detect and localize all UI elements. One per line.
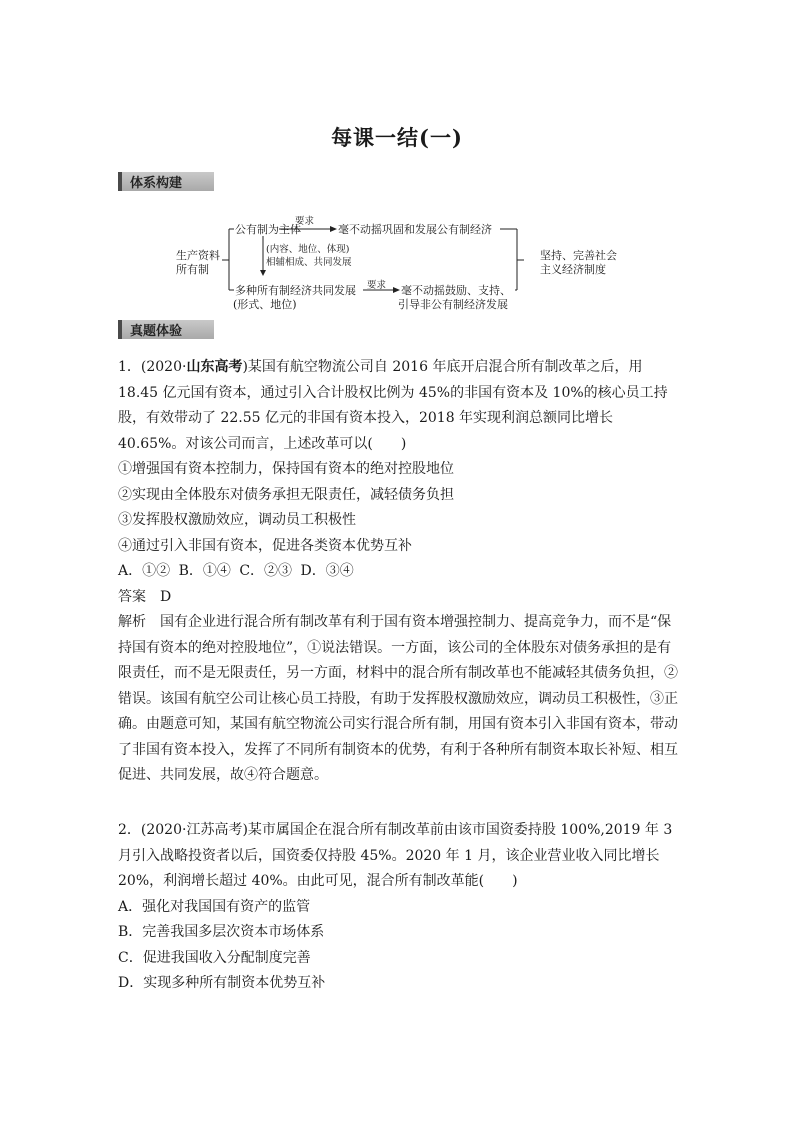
- question-2: [118, 818, 684, 997]
- option-a: A．强化对我国国有资产的监管: [118, 898, 311, 915]
- question-stem: 2．(2020·江苏高考)某市属国企在混合所有制改革前由该市国资委持股 100%,2019 年 3 月引入战略投资者以后，国资委仅持股 45%。2020 年 1 月，该企业营业收入同比增长 20%，利润增长超过 40%。由此可见，混合所有制改革能( ): [118, 822, 673, 889]
- analysis-paragraph: [118, 610, 684, 789]
- statement-item: ①增强国有资本控制力，保持国有资本的绝对控股地位: [118, 461, 454, 477]
- diagram-requirement-1: 要求: [295, 216, 315, 227]
- statement-item: ③发挥股权激励效应，调动员工积极性: [118, 512, 356, 528]
- question-1: [118, 355, 684, 789]
- diagram-multi: 多种所有制经济共同发展: [235, 284, 356, 297]
- section-marker: [118, 172, 122, 191]
- answer-label: 答案: [118, 588, 146, 605]
- section-marker: [118, 320, 122, 339]
- page-title: 每课一结(一): [331, 125, 463, 150]
- option-d: D．实现多种所有制资本优势互补: [118, 975, 326, 991]
- diagram-root-line1: 生产资料: [176, 249, 220, 262]
- diagram-multi-note: (形式、地位): [233, 298, 297, 311]
- analysis-label: 解析: [118, 614, 146, 630]
- option-c: C．促进我国收入分配制度完善: [118, 949, 311, 966]
- question-source: 山东高考: [186, 359, 243, 375]
- section-label: 体系构建: [130, 176, 183, 191]
- option-a: A．①②: [118, 563, 171, 579]
- section-header-practice: [118, 320, 214, 339]
- option-b: B．完善我国多层次资本市场体系: [118, 924, 325, 940]
- diagram-conclusion-1: 坚持、完善社会: [540, 249, 617, 262]
- diagram-nonpublic-1: 毫不动摇鼓励、支持、: [401, 284, 511, 297]
- diagram-middle-1: (内容、地位、体现): [266, 244, 350, 255]
- analysis-text: 国有企业进行混合所有制改革有利于国有资本增强控制力、提高竞争力，而不是“保持国有资本的绝对控股地位”，①说法错误。一方面，该公司的全体股东对债务承担的是有限责任，而不是无限责任，另一方面，材料中的混合所有制改革也不能减轻其债务负担，②错误。该国有航空公司让核心员工持股，有助于发挥股权激励效应，调动员工积极性，③正确。由题意可知，某国有航空物流公司实行混合所有制，用国有资本引入非国有资本，带动了非国有资本投入，发挥了不同所有制资本的优势，有利于各种所有制资本取长补短、相互促进、共同发展，故④符合题意。: [118, 614, 678, 783]
- diagram-public-main: 公有制为主体: [235, 223, 301, 236]
- diagram-public-result: 毫不动摇巩固和发展公有制经济: [338, 223, 492, 236]
- option-d: D．③④: [300, 563, 354, 579]
- diagram-requirement-2: 要求: [367, 280, 387, 291]
- answer-line: [118, 585, 684, 611]
- option-c: C．②③: [239, 563, 293, 579]
- diagram-nonpublic-2: 引导非公有制经济发展: [398, 298, 508, 311]
- diagram-middle-2: 相辅相成、共同发展: [266, 257, 352, 268]
- option-b: B．①④: [178, 563, 231, 579]
- section-header-system: [118, 172, 214, 191]
- question-stem: 1．(2020·山东高考)某国有航空物流公司自 2016 年底开启混合所有制改革之后，用 18.45 亿元国有资本，通过引入合计股权比例为 45%的非国有资本及 10%的核心员工持股，有效带动了 22.55 亿元的非国有资本投入，2018 年实现利润总额同比增长 40.65%。对该公司而言，上述改革可以( ): [118, 359, 668, 452]
- vertical-arrow-head: [260, 270, 266, 276]
- diagram-conclusion-2: 主义经济制度: [540, 263, 606, 276]
- arrow-head-1: [330, 226, 337, 232]
- statement-item: ②实现由全体股东对债务承担无限责任，减轻债务负担: [118, 486, 454, 503]
- diagram-root-line2: 所有制: [176, 263, 209, 276]
- section-label: 真题体验: [130, 324, 183, 339]
- answer-options: [118, 559, 684, 585]
- statement-item: ④通过引入非国有资本，促进各类资本优势互补: [118, 537, 412, 554]
- answer-value: D: [160, 588, 172, 605]
- arrow-head-2: [393, 287, 400, 293]
